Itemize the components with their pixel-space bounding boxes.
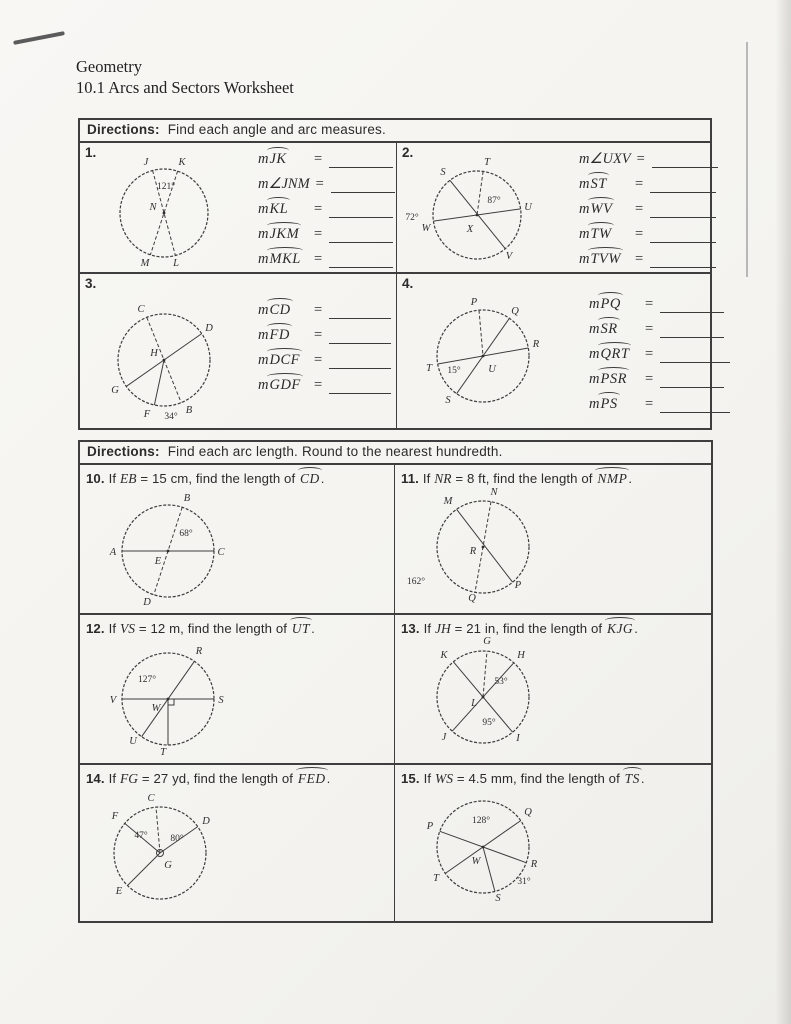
point-label-C: C <box>147 793 155 804</box>
angle-label-31: 31° <box>517 877 531 887</box>
problem-14-cell <box>80 765 395 921</box>
arc-name: QRT <box>600 346 630 362</box>
point-label-J: J <box>441 732 447 743</box>
arc-name: SR <box>600 321 618 337</box>
question: m∠UXV = <box>579 151 718 168</box>
angle-label-162: 162° <box>407 577 426 587</box>
arc-name: TVW <box>590 251 621 267</box>
problem-4-cell <box>397 274 710 428</box>
point-label-T: T <box>484 157 490 168</box>
angle-label-128: 128° <box>471 816 491 826</box>
point-label-C: C <box>137 304 145 315</box>
arc-name: DCF <box>269 352 300 368</box>
point-label-F: F <box>143 409 151 420</box>
angle-label-87: 87° <box>487 196 501 206</box>
problem-3-cell <box>80 274 397 428</box>
point-label-H: H <box>517 650 525 661</box>
question: mWV = <box>579 201 718 218</box>
point-label-K: K <box>178 157 186 168</box>
circle-figure-10 <box>90 483 246 615</box>
problem-1-number: 1. <box>85 145 97 160</box>
question: mKL = <box>258 201 395 218</box>
table1-row-b <box>80 274 710 428</box>
answer-blank <box>329 355 391 369</box>
arc-name: PSR <box>600 371 627 387</box>
circle-figure-4 <box>405 288 561 420</box>
point-label-W: W <box>151 703 161 714</box>
question: mPSR = <box>589 371 730 388</box>
table2-row-c <box>80 765 711 921</box>
angle-label-80: 80° <box>170 834 184 844</box>
point-label-M: M <box>443 496 453 507</box>
directions-text: Find each arc length. Round to the nearest hundredth. <box>167 444 503 459</box>
question: mCD = <box>258 302 391 319</box>
point-label-Q: Q <box>511 306 519 317</box>
question: mFD = <box>258 327 391 344</box>
scan-crease-line <box>746 42 748 277</box>
arc-name: NMP <box>597 471 628 486</box>
problem-15-cell <box>395 765 711 921</box>
answer-blank <box>329 330 391 344</box>
arc-name: UT <box>291 621 311 636</box>
point-label-P: P <box>470 297 478 308</box>
table2-row-a <box>80 465 711 615</box>
problem-2-number: 2. <box>402 145 414 160</box>
point-label-G: G <box>483 636 491 647</box>
angle-label-34: 34° <box>164 412 178 422</box>
question: mQRT = <box>589 346 730 363</box>
problem-11-cell <box>395 465 711 613</box>
question: mJK = <box>258 151 395 168</box>
point-label-D: D <box>143 597 151 608</box>
point-label-U: U <box>524 202 532 213</box>
problem-1-questions <box>258 151 395 276</box>
problem-3-questions <box>258 302 391 402</box>
point-label-T: T <box>160 747 166 758</box>
question: mTW = <box>579 226 718 243</box>
point-label-D: D <box>202 816 210 827</box>
problem-12-cell <box>80 615 395 763</box>
problem-13-statement: 13. If JH = 21 in, find the length of KJG. <box>401 621 638 636</box>
arc-name: GDF <box>269 377 301 393</box>
answer-blank <box>660 324 724 338</box>
angle-label-15: 15° <box>447 366 461 376</box>
point-label-A: A <box>109 547 117 558</box>
point-label-W: W <box>471 856 481 867</box>
angle-label-121: 121° <box>156 182 176 192</box>
point-label-U: U <box>129 736 137 747</box>
answer-blank <box>652 154 718 168</box>
question: mPS = <box>589 396 730 413</box>
circle-figure-12 <box>90 631 246 763</box>
arc-length-table <box>78 440 713 923</box>
problem-12-statement: 12. If VS = 12 m, find the length of UT. <box>86 621 315 636</box>
arc-name: FD <box>269 327 290 343</box>
point-label-J: J <box>143 157 149 168</box>
pen-mark <box>13 31 65 45</box>
arc-name: JKM <box>269 226 300 242</box>
question: mPQ = <box>589 296 730 313</box>
answer-blank <box>650 204 716 218</box>
problem-11-statement: 11. If NR = 8 ft, find the length of NMP. <box>401 471 633 486</box>
circle-figure-2 <box>399 149 555 275</box>
directions-text: Find each angle and arc measures. <box>167 122 386 137</box>
angle-label-127: 127° <box>137 675 157 685</box>
answer-blank <box>660 399 730 413</box>
point-label-R: R <box>195 646 203 657</box>
point-label-E: E <box>154 556 162 567</box>
point-label-S: S <box>495 893 501 904</box>
question: mDCF = <box>258 352 391 369</box>
answer-blank <box>660 349 730 363</box>
point-label-P: P <box>426 821 434 832</box>
problem-15-statement: 15. If WS = 4.5 mm, find the length of TS. <box>401 771 645 786</box>
point-label-P: P <box>514 580 522 591</box>
answer-blank <box>329 380 391 394</box>
arc-name: PQ <box>600 296 621 312</box>
problem-4-number: 4. <box>402 276 414 291</box>
point-label-R: R <box>532 339 540 350</box>
problem-2-questions <box>579 151 718 276</box>
arc-name: ST <box>590 176 607 192</box>
worksheet-header <box>76 56 294 98</box>
directions-label: Directions: <box>87 444 160 459</box>
question: mTVW = <box>579 251 718 268</box>
point-label-S: S <box>440 167 446 178</box>
arc-name: JK <box>269 151 287 167</box>
point-label-S: S <box>218 695 224 706</box>
answer-blank <box>329 229 393 243</box>
answer-blank <box>329 204 393 218</box>
point-label-H: H <box>150 348 158 359</box>
point-label-L: L <box>471 698 477 709</box>
point-label-X: X <box>466 224 474 235</box>
question: mSR = <box>589 321 730 338</box>
point-label-N: N <box>149 202 157 213</box>
answer-blank <box>329 254 393 268</box>
answer-blank <box>329 154 393 168</box>
answer-blank <box>650 179 716 193</box>
question: mGDF = <box>258 377 391 394</box>
arc-name: TS <box>624 771 640 786</box>
chords <box>457 502 513 593</box>
point-label-V: V <box>109 695 117 706</box>
point-label-T: T <box>433 873 439 884</box>
circle-figure-13 <box>405 629 561 761</box>
answer-blank <box>660 299 724 313</box>
arc-name: KJG <box>606 621 634 636</box>
circle-figure-3 <box>86 292 242 424</box>
question: mST = <box>579 176 718 193</box>
table2-row-b <box>80 615 711 765</box>
answer-blank <box>650 229 716 243</box>
answer-blank <box>331 179 395 193</box>
question: mMKL = <box>258 251 395 268</box>
problem-2-cell <box>397 143 710 272</box>
table1-row-a <box>80 143 710 274</box>
arc-name: WV <box>590 201 613 217</box>
angle-measures-table <box>78 118 712 430</box>
point-label-R: R <box>530 859 538 870</box>
chords <box>125 807 198 885</box>
problem-13-cell <box>395 615 711 763</box>
point-label-M: M <box>140 258 150 269</box>
course-title: Geometry <box>76 57 142 76</box>
point-label-T: T <box>426 363 432 374</box>
point-label-W: W <box>421 223 431 234</box>
circle-figure-15 <box>405 779 561 911</box>
point-label-R: R <box>469 546 477 557</box>
directions-label: Directions: <box>87 122 160 137</box>
point-label-E: E <box>115 886 123 897</box>
angle-label-68: 68° <box>179 529 193 539</box>
angle-label-72: 72° <box>405 213 419 223</box>
circle-figure-1 <box>86 147 242 273</box>
point-label-C: C <box>217 547 225 558</box>
point-label-L: L <box>173 258 179 269</box>
problem-10-statement: 10. If EB = 15 cm, find the length of CD. <box>86 471 325 486</box>
point-label-I: I <box>516 733 520 744</box>
problem-10-cell <box>80 465 395 613</box>
problem-4-questions <box>589 296 730 421</box>
point-label-G: G <box>111 385 119 396</box>
point-label-V: V <box>505 251 513 262</box>
angle-label-53: 53° <box>494 677 508 687</box>
directions-row-1 <box>80 120 710 143</box>
angle-label-95: 95° <box>482 718 496 728</box>
problem-1-cell <box>80 143 397 272</box>
circle-figure-14 <box>82 785 238 917</box>
point-label-B: B <box>185 405 193 416</box>
arc-name: CD <box>300 471 320 486</box>
answer-blank <box>660 374 724 388</box>
answer-blank <box>329 305 391 319</box>
arc-name: KL <box>269 201 289 217</box>
question: m∠JNM = <box>258 176 395 193</box>
point-label-U: U <box>488 364 496 375</box>
arc-name: PS <box>600 396 618 412</box>
problem-14-statement: 14. If FG = 27 yd, find the length of FED. <box>86 771 331 786</box>
problem-3-number: 3. <box>85 276 97 291</box>
worksheet-title: 10.1 Arcs and Sectors Worksheet <box>76 78 294 97</box>
arc-name: MKL <box>269 251 301 267</box>
point-label-G: G <box>164 860 172 871</box>
point-label-K: K <box>440 650 448 661</box>
chords <box>440 821 526 892</box>
question: mJKM = <box>258 226 395 243</box>
arc-name: CD <box>269 302 291 318</box>
point-label-B: B <box>183 493 191 504</box>
point-label-D: D <box>205 323 213 334</box>
circle-figure-11 <box>405 479 561 611</box>
point-label-Q: Q <box>468 593 476 604</box>
arc-name: FED <box>297 771 326 786</box>
point-label-Q: Q <box>524 807 532 818</box>
answer-blank <box>650 254 716 268</box>
angle-label-47: 47° <box>134 831 148 841</box>
directions-row-2 <box>80 442 711 465</box>
point-label-S: S <box>445 395 451 406</box>
point-label-F: F <box>111 811 119 822</box>
point-label-N: N <box>490 487 498 498</box>
arc-name: TW <box>590 226 612 242</box>
